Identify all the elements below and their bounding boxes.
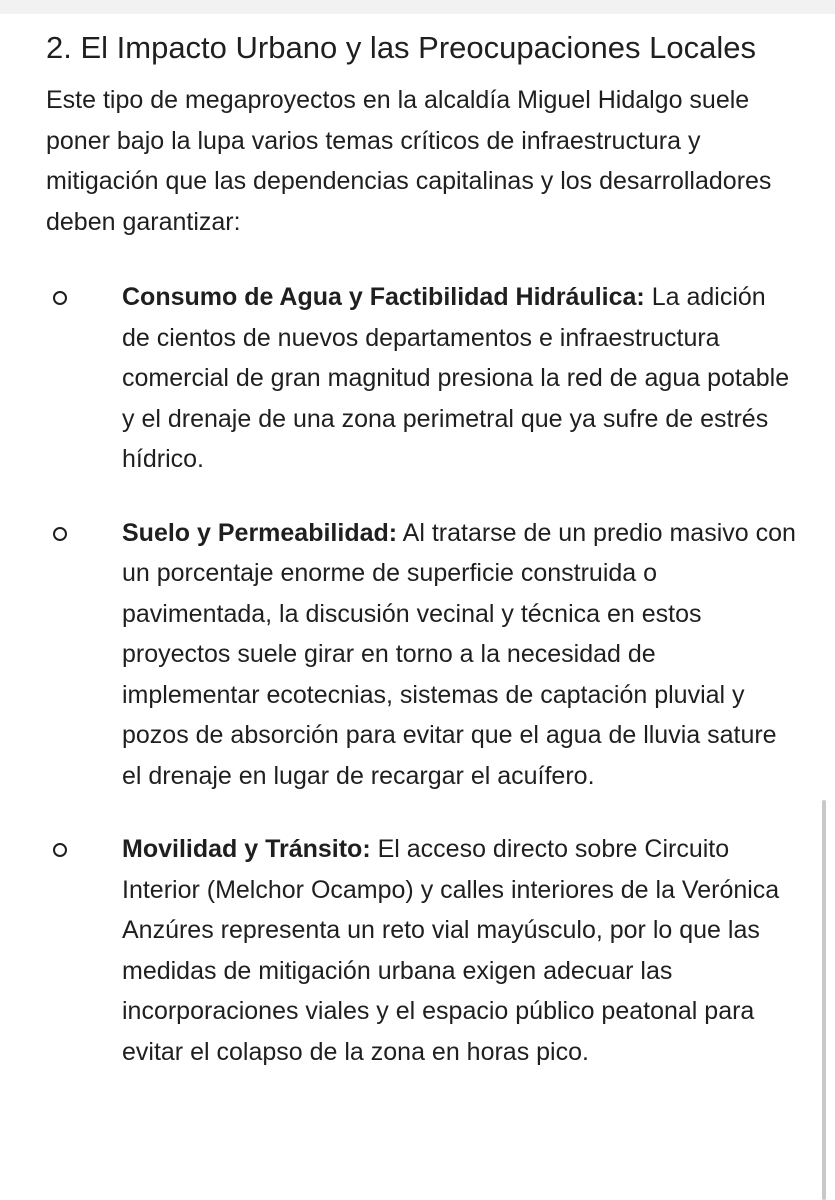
- list-item-text: El acceso directo sobre Circuito Interior (Melchor Ocampo) y calles interiores de la Verónica Anzúres representa un reto vial mayúsculo, por lo que las medidas de mitigación urbana exigen adecuar las incorporaciones viales y el espacio público peatonal para evitar el colapso de la zona en horas pico.: [122, 835, 780, 1066]
- list-item-text: Al tratarse de un predio masivo con un porcentaje enorme de superficie construida o pavimentada, la discusión vecinal y técnica en estos proyectos suele girar en torno a la necesidad de implementar ecotecnias, sistemas de captación pluvial y pozos de absorción para evitar que el agua de lluvia sature el drenaje en lugar de recargar el acuífero.: [122, 518, 796, 790]
- vertical-scrollbar[interactable]: [822, 800, 826, 1200]
- list-item-term: Consumo de Agua y Factibilidad Hidráulica:: [122, 283, 645, 311]
- intro-paragraph: Este tipo de megaproyectos en la alcaldía Miguel Hidalgo suele poner bajo la lupa varios temas críticos de infraestructura y mitigación que las dependencias capitalinas y los desarrolladores deben garantizar:: [46, 86, 772, 236]
- hollow-circle-bullet-icon: [53, 843, 67, 857]
- list-item-term: Suelo y Permeabilidad:: [122, 518, 398, 547]
- list-item-text: La adición de cientos de nuevos departamentos e infraestructura comercial de gran magnitud presiona la red de agua potable y el drenaje de una zona perimetral que ya sufre de estrés hídrico.: [122, 283, 790, 473]
- section-heading: 2. El Impacto Urbano y las Preocupaciones Locales: [46, 30, 756, 65]
- list-item: [46, 277, 798, 480]
- hollow-circle-bullet-icon: [53, 291, 67, 305]
- top-edge-strip: [0, 0, 835, 14]
- bullet-list: [46, 277, 798, 1072]
- list-item-term: Movilidad y Tránsito:: [122, 835, 371, 863]
- article-content: [46, 28, 798, 1105]
- list-item: [46, 829, 798, 1072]
- list-item: [46, 513, 798, 797]
- hollow-circle-bullet-icon: [53, 527, 67, 541]
